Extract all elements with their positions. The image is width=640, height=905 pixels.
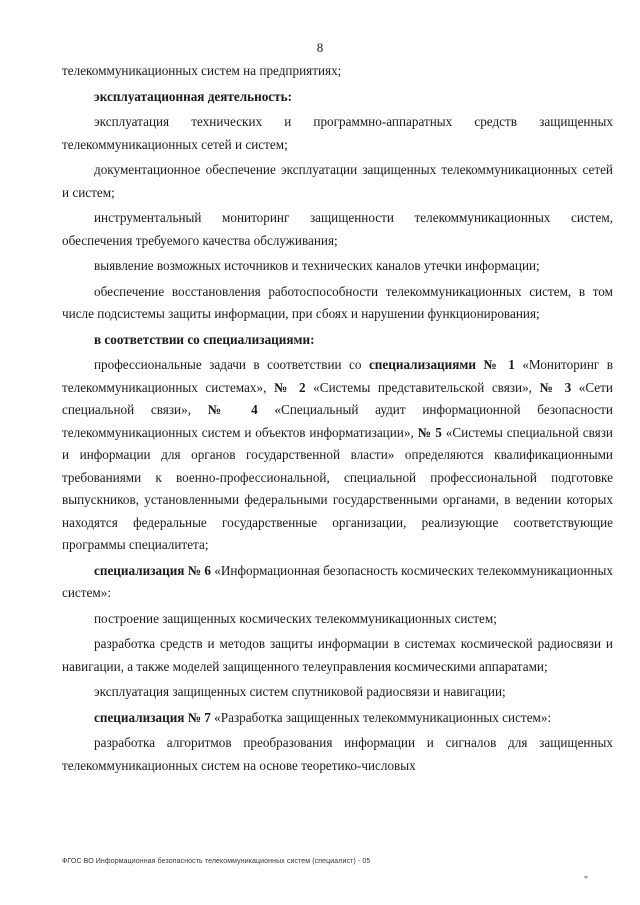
text-run-bold: № 3 (539, 379, 572, 395)
text-run: «Сети специальной связи», (62, 379, 613, 417)
paragraph: обеспечение восстановления работоспособности телекоммуникационных систем, в том числе подсистемы защиты информации, при сбоях и нарушении функционирования; (62, 283, 613, 321)
text-run: «Мониторинг в телекоммуникационных системах», (62, 357, 614, 395)
paragraph: выявление возможных источников и технических каналов утечки информации; (94, 258, 540, 273)
paragraph: инструментальный мониторинг защищенности телекоммуникационных систем, обеспечения требуемого качества обслуживания; (62, 210, 613, 248)
text-run-bold: специализация № 7 (94, 709, 211, 725)
paragraph: построение защищенных космических телекоммуникационных систем; (94, 610, 497, 626)
paragraph-specializations (62, 354, 613, 557)
text-run: «Системы представительской связи», (305, 379, 540, 395)
text-run-bold: специализация № 6 (94, 562, 211, 578)
text-run: «Специальный аудит информационной безопасности телекоммуникационных систем и объектов информатизации», (62, 402, 613, 440)
paragraph: телекоммуникационных систем на предприятиях; (62, 63, 342, 78)
paragraph-specialization-6 (62, 560, 613, 605)
text-run: «Системы специальной связи и информации для органов государственной власти» определяются квалификационными требованиями к военно-профессиональной, специальной профессиональной подготовке выпускников, установленными федеральными государственными органами, в ведении которых находятся федеральные государственные организации, реализующие соответствующие программы специалитета; (62, 424, 613, 552)
paragraph: эксплуатация технических и программно-аппаратных средств защищенных телекоммуникационных сетей и систем; (62, 114, 613, 152)
page-footer: ФГОС ВО Информационная безопасность телекоммуникационных систем (специалист) - 05 (62, 858, 371, 865)
section-heading: в соответствии со специализациями: (94, 331, 315, 347)
text-run: «Информационная безопасность космических телекоммуникационных систем»: (62, 562, 613, 600)
text-run-bold: № 4 (207, 402, 258, 417)
text-run: профессиональные задачи в соответствии со (94, 357, 369, 372)
paragraph: эксплуатация защищенных систем спутниковой радиосвязи и навигации; (94, 684, 506, 699)
text-run: «Разработка защищенных телекоммуникационных систем»: (210, 709, 552, 725)
paragraph: разработка средств и методов защиты информации в системах космической радиосвязи и навигации, а также моделей защищенного телеуправления космическими аппаратами; (62, 636, 613, 674)
section-heading: эксплуатационная деятельность: (94, 88, 292, 104)
scan-mark: * (584, 874, 588, 883)
text-run-bold: № 5 (417, 424, 442, 440)
paragraph: разработка алгоритмов преобразования информации и сигналов для защищенных телекоммуникационных систем на основе теоретико-числовых (62, 735, 613, 773)
paragraph: документационное обеспечение эксплуатации защищенных телекоммуникационных сетей и систем; (62, 162, 613, 200)
page-number: 8 (316, 40, 324, 55)
document-body (62, 60, 613, 780)
text-run-bold: специализациями № 1 (368, 357, 515, 372)
paragraph-specialization-7 (62, 707, 613, 730)
text-run-bold: № 2 (273, 379, 306, 395)
